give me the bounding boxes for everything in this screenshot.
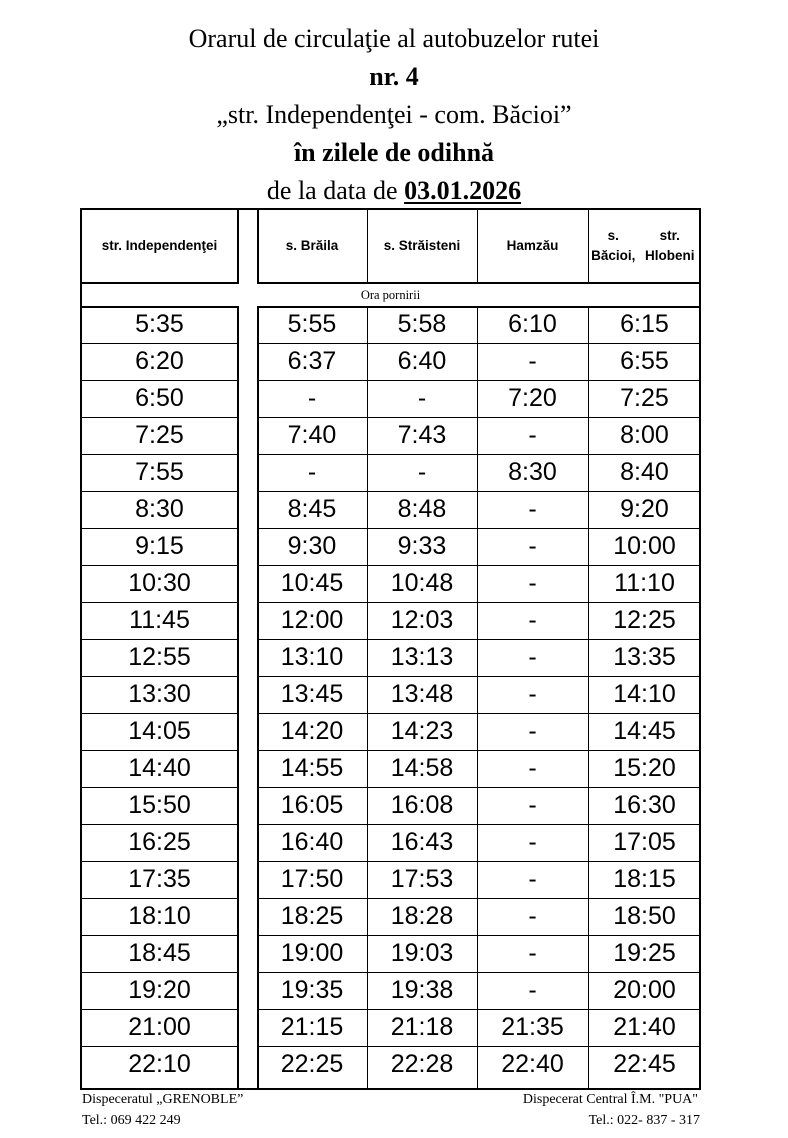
departure-time-cell: 14:05 [128,717,191,745]
departure-time-cell: - [528,680,537,708]
departure-time-cell: 9:15 [135,532,184,560]
departure-time-cell: 12:25 [613,606,676,634]
departure-time-cell: 19:00 [280,939,344,967]
footer-right-org: Dispecerat Central Î.M. "PUA" [522,1092,698,1107]
departure-time-cell: - [528,495,537,523]
departure-time-cell: - [528,717,537,745]
timetable-header [0,20,788,210]
departure-time-cell: 7:55 [135,458,184,486]
departure-time-cell: - [528,865,537,893]
column-header [477,208,588,284]
effective-date: 03.01.2026 [404,176,522,205]
departure-time-cell: - [528,569,537,597]
footer-left-org: Dispeceratul „GRENOBLE” [82,1092,244,1107]
departure-time-cell: 18:25 [280,902,344,930]
departure-time-cell: 8:30 [508,458,557,486]
column-header [257,208,367,284]
departure-time-cell: 13:13 [390,643,454,671]
departure-time-cell: 13:48 [390,680,454,708]
departure-time-cell: 8:40 [620,458,669,486]
departure-time-cell: 7:43 [397,421,447,449]
departure-time-cell: 15:50 [128,791,191,819]
departure-time-cell: 19:03 [390,939,454,967]
departure-time-cell: 21:35 [501,1013,564,1041]
footer-left-tel: Tel.: 069 422 249 [82,1113,181,1128]
departure-time-cell: 6:50 [135,384,184,412]
departure-time-cell: - [528,606,537,634]
departure-time-cell: 17:50 [280,865,344,893]
departure-time-cell: 7:25 [135,421,184,449]
departure-time-cell: 17:53 [390,865,454,893]
departure-time-cell: 18:10 [128,902,191,930]
departure-time-cell: 13:45 [280,680,344,708]
departure-time-cell: - [528,532,537,560]
column-header [588,208,701,284]
departure-time-cell: 22:10 [128,1050,191,1078]
departure-time-cell: 16:25 [128,828,191,856]
departure-time-cell: 10:30 [128,569,191,597]
departure-time-cell: 9:20 [620,495,669,523]
departure-time-cell: 21:00 [128,1013,191,1041]
departure-time-cell: - [307,458,317,486]
departure-time-cell: 8:48 [397,495,447,523]
departure-time-cell: 6:20 [135,347,184,375]
departure-time-cell: - [528,939,537,967]
departure-time-cell: - [528,976,537,1004]
departure-time-cell: 19:35 [280,976,344,1004]
departure-time-cell: 17:35 [128,865,191,893]
departure-time-cell: 21:40 [613,1013,676,1041]
departure-time-cell: 9:30 [287,532,337,560]
departure-time-cell: 15:20 [613,754,676,782]
departure-time-cell: 21:18 [390,1013,454,1041]
column-header-label: Hamzău [506,238,559,253]
departure-time-cell: 7:25 [620,384,669,412]
departure-time-cell: - [528,754,537,782]
departure-time-cell: - [528,347,537,375]
departure-time-cell: 22:25 [280,1050,344,1078]
column-header [80,208,239,284]
departure-time-cell: 18:15 [613,865,676,893]
departure-time-cell: 19:38 [390,976,454,1004]
column-header-label: s. Străisteni [383,238,461,253]
departure-time-cell: 16:30 [613,791,676,819]
departure-time-cell: 16:05 [280,791,344,819]
departure-time-cell: - [528,828,537,856]
departure-time-cell: 18:50 [613,902,676,930]
departure-time-cell: 19:20 [128,976,191,1004]
departure-time-cell: - [528,643,537,671]
footer-right-tel: Tel.: 022- 837 - 317 [588,1113,700,1128]
departure-time-cell: 13:10 [280,643,344,671]
departure-time-cell: 9:33 [397,532,447,560]
departure-time-cell: 14:23 [390,717,454,745]
departure-time-cell: 20:00 [613,976,676,1004]
column-header-label: str. Independenţei [101,238,218,253]
departure-time-cell: 6:15 [620,310,669,338]
departure-time-cell: 6:37 [287,347,337,375]
departure-time-cell: 14:40 [128,754,191,782]
departure-time-cell: 5:58 [397,310,447,338]
departure-time-cell: 19:25 [613,939,676,967]
departure-time-cell: 18:45 [128,939,191,967]
departure-time-cell: 14:10 [613,680,676,708]
departure-time-cell: 8:00 [620,421,669,449]
departure-time-cell: 14:45 [613,717,676,745]
departure-time-cell: 13:30 [128,680,191,708]
departure-time-cell: 7:20 [508,384,557,412]
departure-time-cell: 10:45 [280,569,344,597]
departure-time-cell: 13:35 [613,643,676,671]
departure-time-cell: - [528,902,537,930]
departure-time-cell: 11:45 [129,606,190,634]
timetable [80,208,701,1090]
departure-time-cell: 22:28 [390,1050,454,1078]
departure-time-cell: 8:30 [135,495,184,523]
column-header-label: s. Băcioi, [591,228,636,263]
departure-time-cell: - [528,791,537,819]
departure-time-cell: 14:55 [280,754,344,782]
departure-time-cell: 12:03 [390,606,454,634]
departure-time-cell: 6:10 [508,310,557,338]
departure-time-cell: 5:55 [287,310,337,338]
departure-time-cell: 14:58 [390,754,454,782]
departure-time-cell: 22:40 [501,1050,564,1078]
departure-time-cell: 16:43 [390,828,454,856]
departure-time-cell: 12:00 [280,606,344,634]
column-header [367,208,477,284]
departure-time-cell: - [417,384,427,412]
effective-date-line [0,172,788,210]
departure-time-cell: 17:05 [613,828,676,856]
date-prefix: de la data de [266,176,405,205]
departure-time-cell: 10:00 [613,532,676,560]
departure-time-cell: 5:35 [135,310,184,338]
departure-time-cell: 7:40 [287,421,337,449]
route-number: nr. 4 [369,62,419,91]
departure-time-cell: 12:55 [128,643,191,671]
departure-time-cell: 21:15 [280,1013,344,1041]
days-label: în zilele de odihnă [293,138,495,167]
timetable-title: Orarul de circulaţie al autobuzelor rutei [188,24,600,53]
departure-time-cell: 18:28 [390,902,454,930]
departure-time-cell: 16:40 [280,828,344,856]
subheader-ora-pornirii: Ora pornirii [360,287,421,302]
departure-time-cell: 14:20 [280,717,344,745]
departure-time-cell: 11:10 [614,569,675,597]
column-header-label: s. Brăila [285,238,339,253]
departure-time-cell: - [417,458,427,486]
departure-time-cell: 10:48 [390,569,454,597]
column-header-label: str. Hlobeni [644,228,695,263]
departure-time-cell: - [307,384,317,412]
departure-time-cell: 22:45 [613,1050,676,1078]
departure-time-cell: - [528,421,537,449]
departure-time-cell: 6:40 [397,347,447,375]
departure-time-cell: 16:08 [390,791,454,819]
route-name: „str. Independenţei - com. Băcioi” [216,100,572,129]
departure-time-cell: 8:45 [287,495,337,523]
departure-time-cell: 6:55 [620,347,669,375]
